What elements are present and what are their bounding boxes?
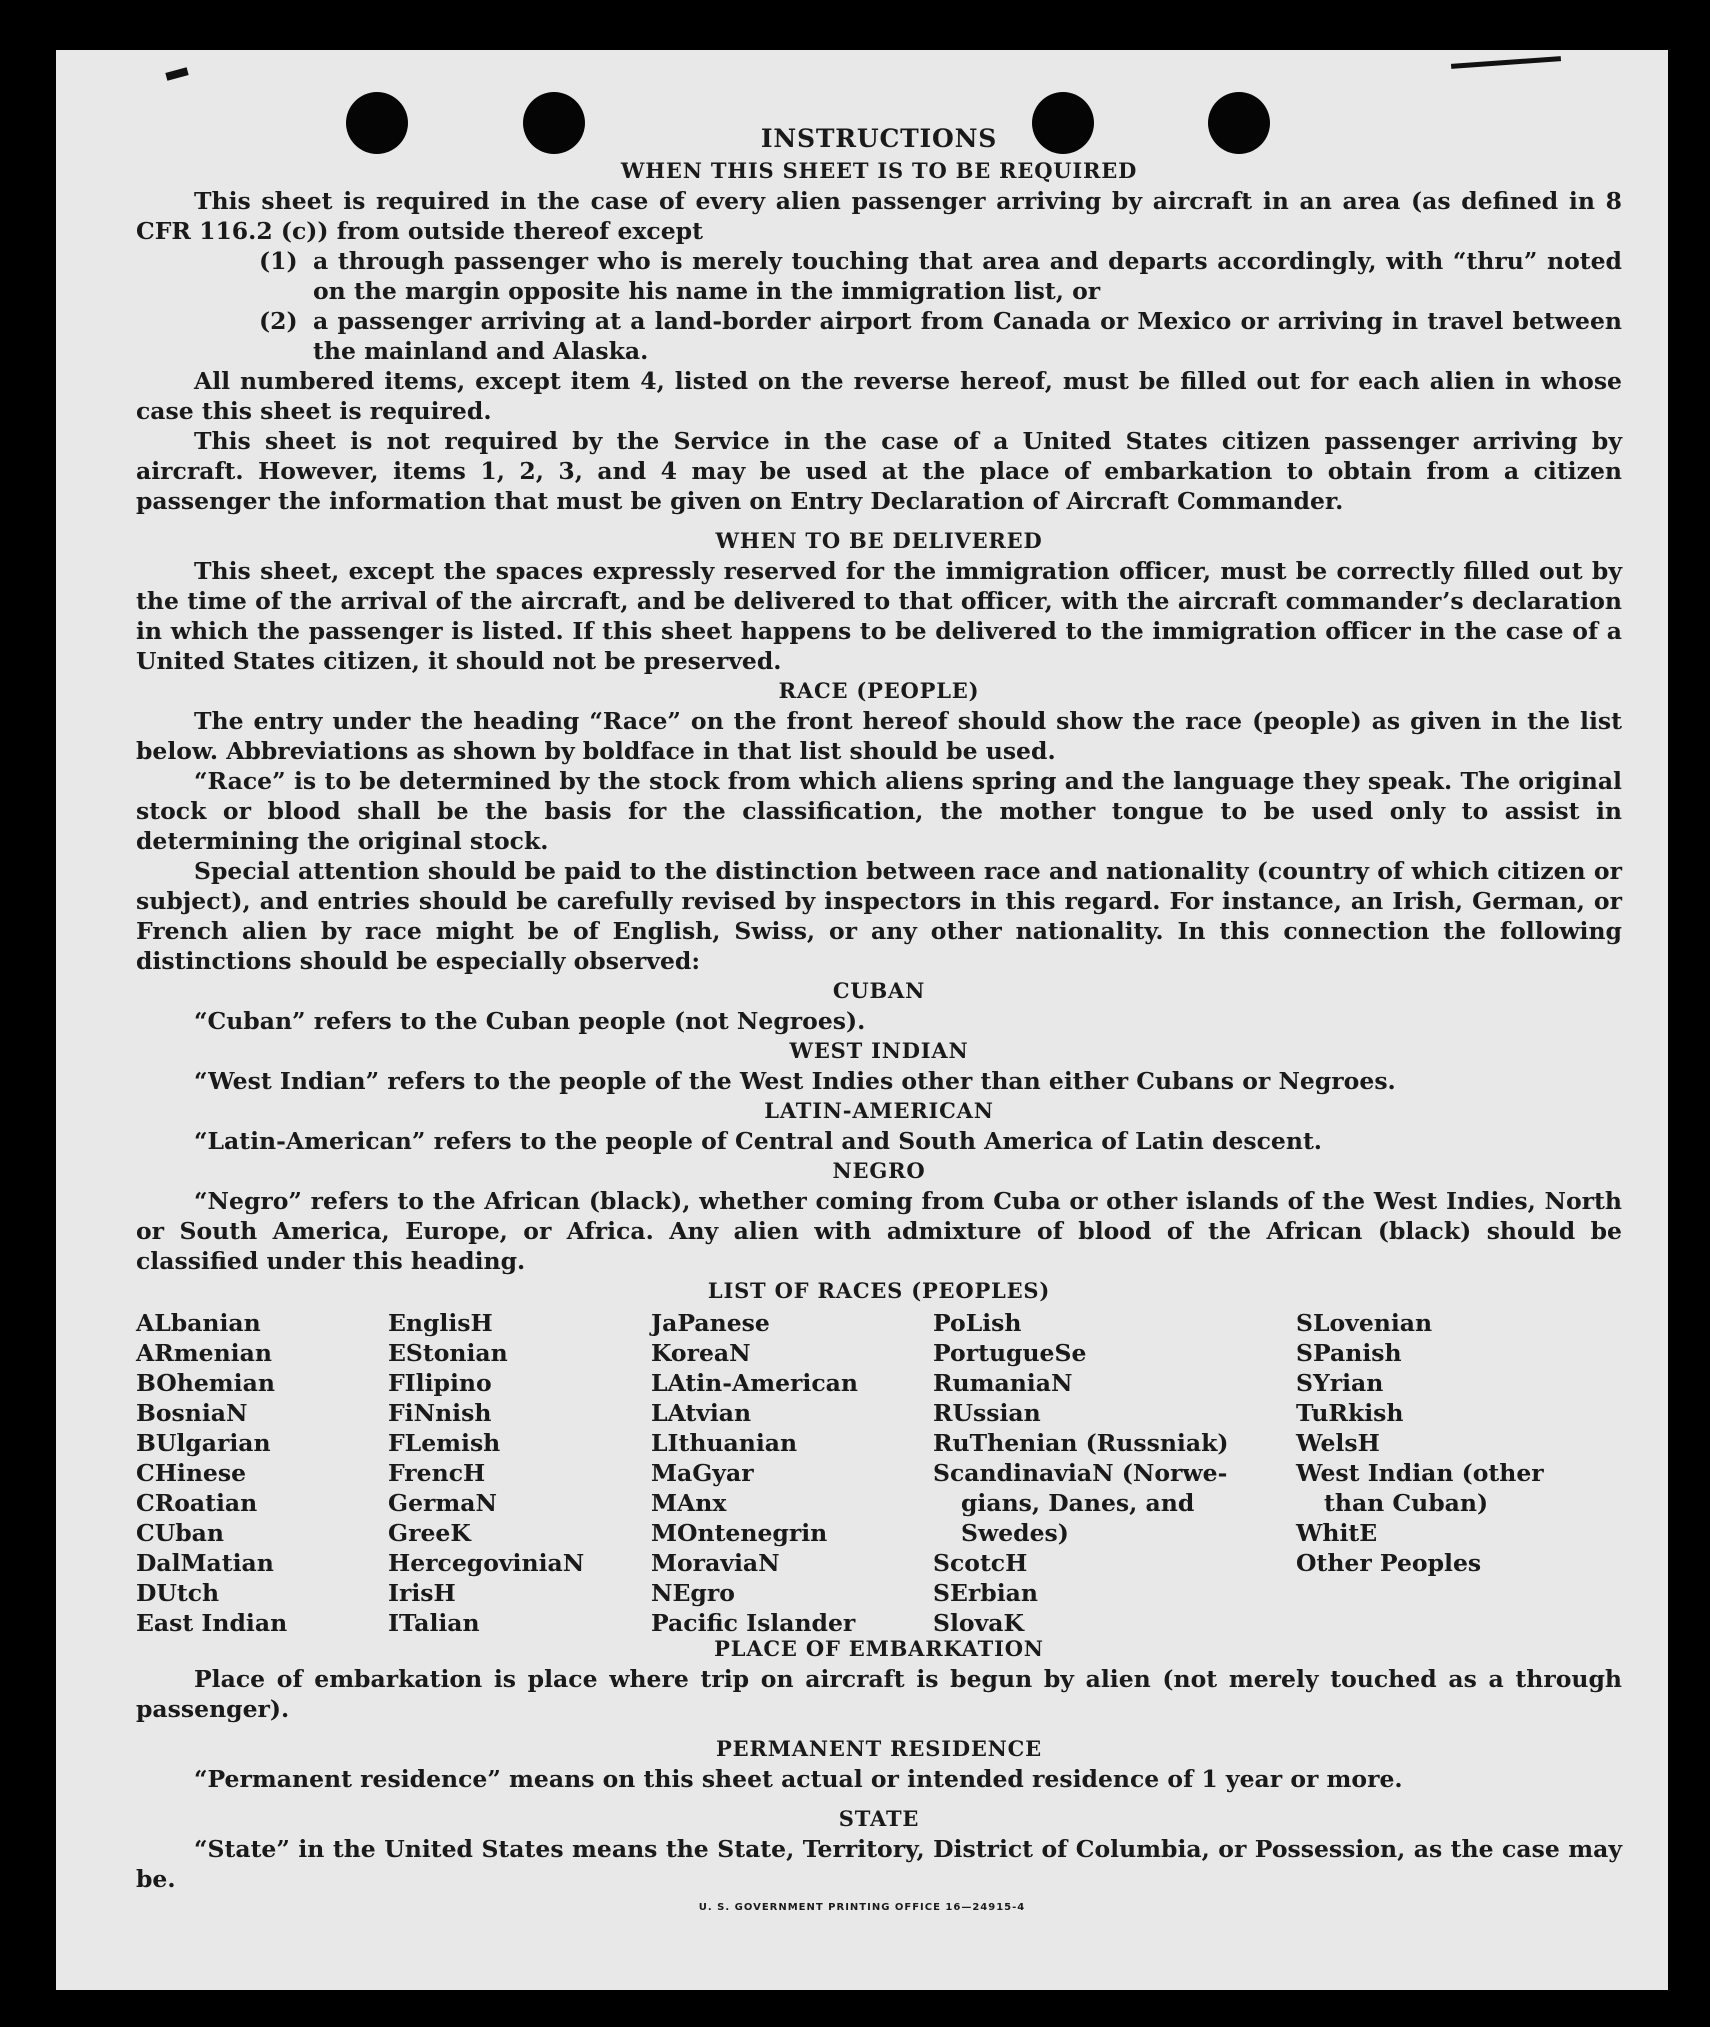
race-item: CHinese (136, 1459, 247, 1487)
race-item: ITalian (388, 1609, 480, 1637)
heading-delivered: WHEN TO BE DELIVERED (715, 528, 1043, 553)
race-item: FrencH (388, 1459, 486, 1487)
race-item: MOntenegrin (651, 1519, 828, 1547)
race-para-3: Special attention should be paid to the distinction between race and nationality (country of which citizen or subject), and entries should be carefully revised by inspectors in this regard. For instance, an Irish, German, or French alien by race might be of English, Swiss, or any other nationality. In this connection the following distinctions should be especially observed: (136, 857, 1622, 975)
race-item: ARmenian (136, 1339, 272, 1367)
heading-state: STATE (838, 1806, 920, 1831)
required-para-2: All numbered items, except item 4, listed on the reverse hereof, must be filled out for each alien in whose case this sheet is required. (136, 367, 1622, 425)
race-item: WelsH (1296, 1429, 1380, 1457)
race-item: BOhemian (136, 1369, 275, 1397)
heading-cuban: CUBAN (832, 978, 926, 1003)
page-title: INSTRUCTIONS (760, 124, 998, 153)
race-para-2: “Race” is to be determined by the stock from which aliens spring and the language they speak. The original stock or blood shall be the basis for the classification, the mother tongue to be used only to assist in determining the original stock. (136, 767, 1622, 855)
race-item: FIlipino (388, 1369, 492, 1397)
race-item: KoreaN (651, 1339, 751, 1367)
race-item: DUtch (136, 1579, 220, 1607)
heading-residence: PERMANENT RESIDENCE (716, 1736, 1042, 1761)
race-item: EStonian (388, 1339, 508, 1367)
race-item: East Indian (136, 1609, 288, 1637)
race-item: Other Peoples (1296, 1549, 1482, 1577)
race-item: LIthuanian (651, 1429, 798, 1457)
heading-required: WHEN THIS SHEET IS TO BE REQUIRED (620, 158, 1138, 183)
race-item: ScandinaviaN (Norwe- (933, 1459, 1228, 1487)
heading-embarkation: PLACE OF EMBARKATION (714, 1636, 1044, 1661)
race-item: West Indian (other (1296, 1459, 1544, 1487)
required-intro: This sheet is required in the case of every alien passenger arriving by aircraft in an area (as defined in 8 CFR 116.2 (c)) from outside thereof except (136, 187, 1622, 245)
race-item: MaGyar (651, 1459, 754, 1487)
race-item: SPanish (1296, 1339, 1402, 1367)
latin-american-text: “Latin-American” refers to the people of Central and South America of Latin descent. (194, 1127, 1322, 1155)
race-item: FiNnish (388, 1399, 492, 1427)
race-item: MoraviaN (651, 1549, 780, 1577)
required-item-2 (136, 306, 1622, 366)
race-item: RuThenian (Russniak) (933, 1429, 1229, 1457)
cuban-text: “Cuban” refers to the Cuban people (not Negroes). (194, 1007, 866, 1035)
race-item: HercegoviniaN (388, 1549, 585, 1577)
race-item: WhitE (1296, 1519, 1378, 1547)
required-item-1 (136, 246, 1622, 306)
races-column-2 (388, 1308, 628, 1638)
race-item: DalMatian (136, 1549, 274, 1577)
race-item: BosniaN (136, 1399, 248, 1427)
instructions-body (136, 122, 1622, 1894)
race-item: LAtin-American (651, 1369, 858, 1397)
race-item: RumaniaN (933, 1369, 1073, 1397)
state-text: “State” in the United States means the State, Territory, District of Columbia, or Possession, as the case may be. (136, 1835, 1622, 1893)
race-item: TuRkish (1296, 1399, 1404, 1427)
races-list (136, 1308, 1622, 1637)
heading-latin-american: LATIN-AMERICAN (764, 1098, 994, 1123)
race-item: NEgro (651, 1579, 735, 1607)
race-item: SErbian (933, 1579, 1038, 1607)
west-indian-text: “West Indian” refers to the people of the West Indies other than either Cubans or Negroes. (194, 1067, 1396, 1095)
race-para-1: The entry under the heading “Race” on the front hereof should show the race (people) as given in the list below. Abbreviations as shown by boldface in that list should be used. (136, 707, 1622, 765)
embarkation-text: Place of embarkation is place where trip on aircraft is begun by alien (not merely touched as a through passenger). (136, 1665, 1622, 1723)
race-item: Swedes) (961, 1519, 1069, 1547)
ink-mark (165, 67, 188, 80)
race-item: PortugueSe (933, 1339, 1087, 1367)
race-item: SYrian (1296, 1369, 1384, 1397)
race-item: ALbanian (136, 1309, 261, 1337)
heading-list-of-races: LIST OF RACES (PEOPLES) (707, 1278, 1051, 1303)
race-item: CRoatian (136, 1489, 258, 1517)
ink-mark (1451, 56, 1561, 69)
race-item: FLemish (388, 1429, 501, 1457)
races-column-3 (651, 1308, 921, 1638)
race-item: GermaN (388, 1489, 497, 1517)
race-item: ScotcH (933, 1549, 1028, 1577)
race-item: than Cuban) (1324, 1489, 1489, 1517)
race-item: RUssian (933, 1399, 1041, 1427)
race-item: EnglisH (388, 1309, 493, 1337)
heading-race: RACE (PEOPLE) (778, 678, 980, 703)
residence-text: “Permanent residence” means on this sheet actual or intended residence of 1 year or more. (194, 1765, 1403, 1793)
race-item: BUlgarian (136, 1429, 271, 1457)
item-text: a passenger arriving at a land-border airport from Canada or Mexico or arriving in travel between the mainland and Alaska. (313, 307, 1622, 365)
race-item: SLovenian (1296, 1309, 1433, 1337)
race-item: MAnx (651, 1489, 727, 1517)
race-item: LAtvian (651, 1399, 752, 1427)
races-column-4 (933, 1308, 1233, 1638)
delivered-text: This sheet, except the spaces expressly reserved for the immigration officer, must be correctly filled out by the time of the arrival of the aircraft, and be delivered to that officer, with the aircraft commander’s declaration in which the passenger is listed. If this sheet happens to be delivered to the immigration officer in the case of a United States citizen, it should not be preserved. (136, 557, 1622, 675)
races-column-5 (1296, 1308, 1616, 1578)
race-item: Pacific Islander (651, 1609, 856, 1637)
races-column-1 (136, 1308, 376, 1638)
race-item: GreeK (388, 1519, 471, 1547)
document-page (56, 50, 1668, 1990)
heading-west-indian: WEST INDIAN (789, 1038, 969, 1063)
item-number: (1) (259, 247, 298, 275)
required-para-3: This sheet is not required by the Service in the case of a United States citizen passenger arriving by aircraft. However, items 1, 2, 3, and 4 may be used at the place of embarkation to obtain from a citizen passenger the information that must be given on Entry Declaration of Aircraft Commander. (136, 427, 1622, 515)
negro-text: “Negro” refers to the African (black), whether coming from Cuba or other islands of the West Indies, North or South America, Europe, or Africa. Any alien with admixture of blood of the African (black) should be classified under this heading. (136, 1187, 1622, 1275)
race-item: CUban (136, 1519, 224, 1547)
race-item: PoLish (933, 1309, 1022, 1337)
race-item: IrisH (388, 1579, 456, 1607)
race-item: SlovaK (933, 1609, 1024, 1637)
race-item: gians, Danes, and (961, 1489, 1195, 1517)
item-number: (2) (259, 307, 298, 335)
item-text: a through passenger who is merely touching that area and departs accordingly, with “thru” noted on the margin opposite his name in the immigration list, or (313, 247, 1622, 305)
heading-negro: NEGRO (832, 1158, 926, 1183)
printer-imprint: U. S. GOVERNMENT PRINTING OFFICE 16—24915-4 (698, 1902, 1026, 1913)
race-item: JaPanese (651, 1309, 770, 1337)
